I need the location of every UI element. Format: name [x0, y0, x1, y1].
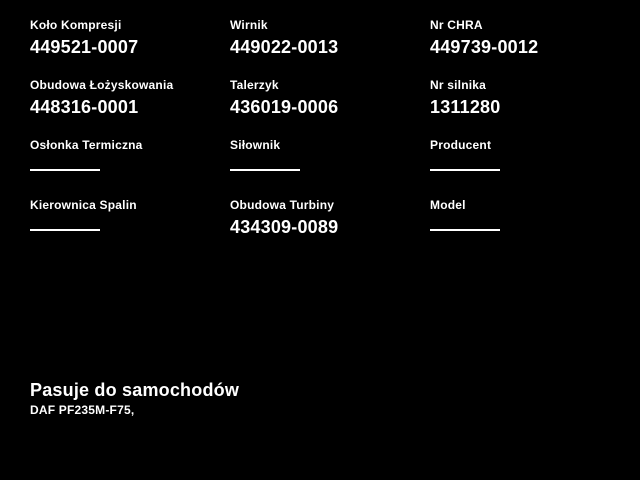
field-value: 448316-0001 [30, 97, 139, 117]
field-obudowa-lozyskowania [30, 78, 230, 138]
field-label: Siłownik [230, 138, 281, 152]
empty-value-dash [230, 169, 300, 171]
compatibility-section [30, 380, 239, 417]
field-label: Osłonka Termiczna [30, 138, 143, 152]
empty-value-dash [30, 229, 100, 231]
field-label: Obudowa Turbiny [230, 198, 335, 212]
empty-value-dash [30, 169, 100, 171]
field-value: 449521-0007 [30, 37, 139, 57]
field-label: Koło Kompresji [30, 18, 122, 32]
field-label: Nr silnika [430, 78, 487, 92]
field-model [430, 198, 630, 258]
spec-grid [30, 18, 630, 258]
field-value: 1311280 [430, 97, 501, 117]
field-producent [430, 138, 630, 198]
field-value: 436019-0006 [230, 97, 339, 117]
field-label: Obudowa Łożyskowania [30, 78, 174, 92]
field-value: 449739-0012 [430, 37, 539, 57]
field-value: 449022-0013 [230, 37, 339, 57]
empty-value-dash [430, 229, 500, 231]
compatibility-heading: Pasuje do samochodów [30, 380, 240, 400]
field-kierownica-spalin [30, 198, 230, 258]
empty-value-dash [430, 169, 500, 171]
field-obudowa-turbiny [230, 198, 430, 258]
field-talerzyk [230, 78, 430, 138]
field-label: Producent [430, 138, 492, 152]
field-label: Wirnik [230, 18, 268, 32]
field-wirnik [230, 18, 430, 78]
field-value: 434309-0089 [230, 217, 339, 237]
field-kolo-kompresji [30, 18, 230, 78]
field-label: Model [430, 198, 466, 212]
field-nr-silnika [430, 78, 630, 138]
compatibility-vehicle-list: DAF PF235M-F75, [30, 403, 135, 417]
field-oslonka-termiczna [30, 138, 230, 198]
field-nr-chra [430, 18, 630, 78]
field-silownik [230, 138, 430, 198]
field-label: Nr CHRA [430, 18, 483, 32]
field-label: Talerzyk [230, 78, 279, 92]
field-label: Kierownica Spalin [30, 198, 137, 212]
